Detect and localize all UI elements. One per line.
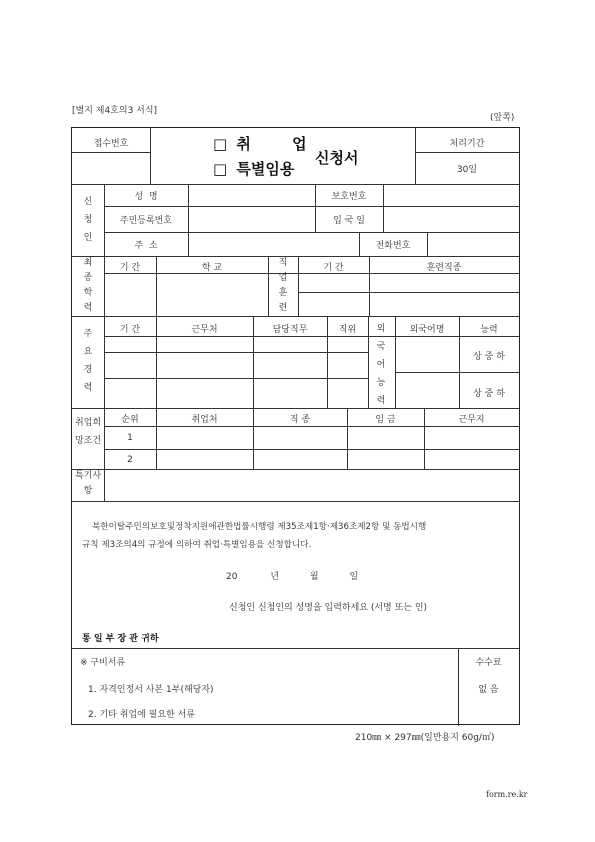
desired-company-header: 취업처 (191, 415, 218, 425)
statement-line-1: 북한이탈주민의보호및정착지원에관한법률시행령 제35조제1항·제36조제2항 및 동법시행 (92, 522, 427, 532)
processing-period-label: 처리기간 (449, 139, 485, 149)
addressee: 통 일 부 장 관 귀하 (82, 634, 159, 644)
required-documents-header: ※ 구비서류 (80, 658, 126, 668)
entry-date-field[interactable] (384, 207, 518, 231)
checkbox-special-appointment[interactable]: □ (213, 160, 228, 178)
title-suffix: 신청서 (315, 149, 359, 167)
rrn-field[interactable] (189, 207, 314, 231)
date-month-label: 월 (309, 572, 319, 582)
special-notes-field[interactable] (105, 470, 518, 500)
required-document-1: 1. 자격인정서 사본 1부(해당자) (88, 685, 214, 695)
career-workplace-header: 근무처 (191, 325, 218, 335)
desired-rank-1: 1 (127, 433, 133, 443)
fee-value: 없 음 (478, 685, 499, 695)
date-day-label: 일 (349, 572, 359, 582)
protection-no-label: 보호번호 (331, 192, 367, 202)
phone-field[interactable] (428, 233, 518, 255)
title-employment-a: 취 (236, 135, 251, 153)
career-position-header: 직위 (338, 325, 357, 335)
address-label: 주 소 (134, 241, 158, 251)
career-period-header: 기 간 (119, 325, 141, 335)
desired-rank-2: 2 (127, 455, 133, 465)
page-side: (앞쪽) (490, 113, 515, 123)
applicant-signature[interactable]: 신청인 신청인의 성명을 입력하세요 (서명 또는 인) (229, 603, 428, 613)
language-section-label: 외국어능력 (376, 324, 386, 406)
training-section-label: 직업훈련 (278, 258, 288, 313)
phone-label: 전화번호 (375, 241, 411, 251)
desired-conditions-label: 취업희망조건 (74, 418, 102, 446)
desired-job-header: 직 종 (289, 415, 311, 425)
form-reference: [별지 제4호의3 서식] (72, 106, 158, 116)
application-date[interactable] (226, 569, 358, 582)
date-yy: 20 (226, 572, 238, 582)
name-label: 성 명 (134, 192, 158, 202)
language-level-options-2[interactable]: 상 중 하 (473, 389, 505, 399)
title-line-special (213, 158, 294, 179)
career-section-label: 주요경력 (83, 329, 93, 393)
receipt-no-label: 접수번호 (93, 139, 129, 149)
desired-rank-header: 순위 (121, 415, 139, 425)
site-credit: form.re.kr (486, 790, 528, 799)
fee-label: 수수료 (475, 658, 502, 668)
desired-location-header: 근무지 (458, 415, 485, 425)
required-document-2: 2. 기타 취업에 필요한 서류 (88, 710, 195, 720)
education-period-header: 기 간 (119, 263, 141, 273)
paper-spec: 210㎜ × 297㎜(일반용지 60g/㎡) (355, 733, 495, 743)
special-notes-label: 특기사항 (74, 471, 102, 496)
language-ability-header: 능력 (480, 325, 498, 335)
address-field[interactable] (189, 233, 358, 255)
name-field[interactable] (189, 185, 314, 205)
processing-period-value: 30일 (456, 165, 478, 175)
education-section-label: 최종학력 (83, 258, 93, 313)
date-year-label: 년 (270, 572, 280, 582)
career-duty-header: 담당직무 (272, 325, 308, 335)
statement-line-2: 규칙 제3조의4의 규정에 의하여 취업·특별임용을 신청합니다. (82, 540, 312, 550)
education-school-header: 학 교 (201, 263, 223, 273)
language-name-header: 외국어명 (409, 325, 445, 335)
language-level-options-1[interactable]: 상 중 하 (473, 352, 505, 362)
applicant-section-label: 신청인 (83, 197, 93, 243)
checkbox-employment[interactable]: □ (213, 135, 228, 153)
desired-wage-header: 임 금 (375, 415, 396, 425)
rrn-label: 주민등록번호 (119, 216, 173, 226)
application-form (71, 127, 520, 725)
title-special-appointment: 특별임용 (236, 160, 295, 178)
training-period-header: 기 간 (323, 263, 344, 273)
entry-date-label: 입 국 일 (333, 216, 365, 226)
protection-no-field[interactable] (384, 185, 518, 205)
title-line-employment (213, 133, 307, 154)
training-type-header: 훈련직종 (426, 263, 462, 273)
title-employment-b: 업 (292, 135, 307, 153)
